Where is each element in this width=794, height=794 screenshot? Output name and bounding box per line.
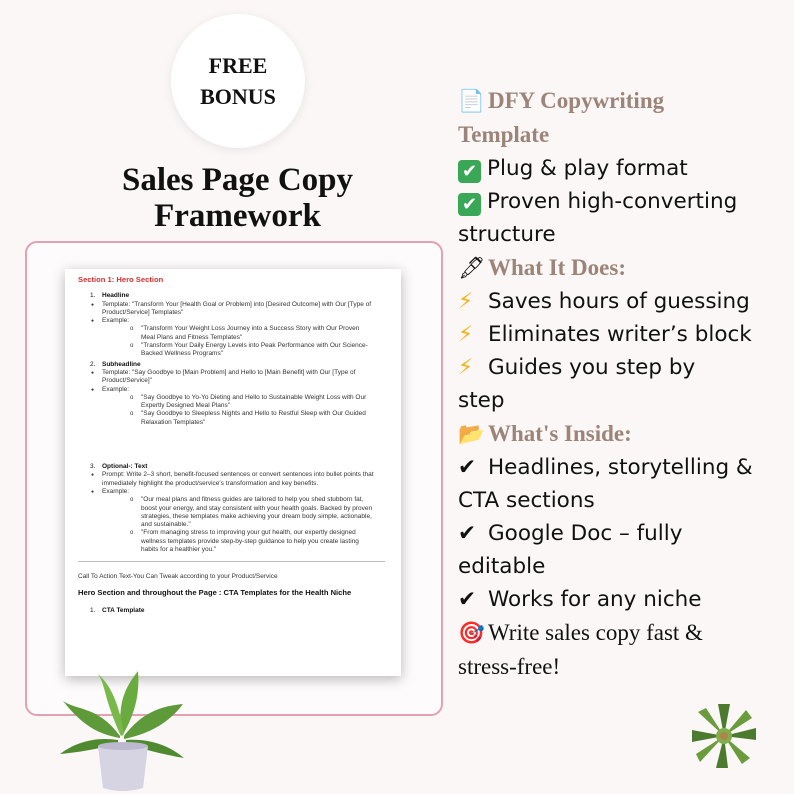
feature-text: What's Inside: bbox=[488, 421, 632, 446]
folder-icon: 📂 bbox=[458, 422, 485, 447]
target-icon: 🎯 bbox=[458, 621, 485, 646]
doc-cta-item: 1. CTA Template bbox=[90, 606, 145, 614]
feature-line bbox=[458, 583, 778, 616]
feature-text: What It Does: bbox=[488, 255, 626, 280]
doc-cta-intro: Call To Action Text-You Can Tweak according to your Product/Service bbox=[78, 573, 278, 581]
product-title bbox=[60, 162, 415, 234]
doc-bullet: ● Template: "Transform Your [Health Goal or Problem] into [Desired Outcome] with Our [Type of Product/Service] Templates" bbox=[78, 301, 391, 318]
feature-text: Guides you step by bbox=[488, 355, 696, 380]
doc-sub-bullet: o "Transform Your Daily Energy Levels into Peak Performance with Our Science-Backed Wellness Programs" bbox=[78, 342, 391, 359]
checkmark-icon: ✔ bbox=[458, 587, 477, 612]
doc-bullet: ● Example: bbox=[78, 317, 391, 325]
doc-sub-bullet: o "From managing stress to improving your gut health, our expertly designed wellness templates provide step-by-step guidance to help you create lasting habits for a healthier you." bbox=[78, 529, 391, 554]
feature-line bbox=[458, 517, 778, 550]
feature-line bbox=[458, 84, 778, 118]
document-preview bbox=[65, 269, 401, 676]
title-line-1: Sales Page Copy bbox=[122, 162, 353, 198]
feature-list bbox=[458, 84, 778, 684]
doc-heading-optional: 3. Optional-: Text bbox=[90, 463, 148, 471]
doc-sub-bullet: o "Say Goodbye to Yo-Yo Dieting and Hello to Sustainable Weight Loss with Our Expertly Designed Meal Plans" bbox=[78, 394, 391, 411]
feature-line bbox=[458, 384, 778, 417]
feature-line bbox=[458, 152, 778, 185]
feature-text: Eliminates writer’s block bbox=[488, 322, 752, 347]
feature-line bbox=[458, 218, 778, 251]
doc-heading-headline: 1. Headline bbox=[90, 292, 130, 300]
document-icon: 📄 bbox=[458, 89, 485, 114]
checkmark-icon: ✔ bbox=[458, 521, 477, 546]
feature-line bbox=[458, 484, 778, 517]
feature-text: Template bbox=[458, 122, 550, 147]
doc-sub-bullet: o "Our meal plans and fitness guides are tailored to help you shed stubborn fat, boost your energy, and stay consistent with your health goals. Backed by proven strategies, these templates make achieving your dream body simple, actionable, and sustainable." bbox=[78, 496, 391, 529]
doc-heading-subheadline: 2. Subheadline bbox=[90, 360, 141, 368]
feature-text: editable bbox=[458, 554, 546, 579]
feature-line bbox=[458, 550, 778, 583]
title-line-2: Framework bbox=[154, 198, 321, 234]
feature-line bbox=[458, 118, 778, 152]
feature-line bbox=[458, 616, 778, 650]
succulent-image bbox=[688, 700, 760, 772]
lightning-icon: ⚡ bbox=[458, 289, 474, 314]
free-bonus-badge bbox=[171, 14, 305, 148]
feature-line bbox=[458, 451, 778, 484]
feature-text: Works for any niche bbox=[488, 587, 702, 612]
feature-text: Saves hours of guessing bbox=[488, 289, 750, 314]
feature-line bbox=[458, 650, 778, 684]
feature-line bbox=[458, 417, 778, 451]
doc-bullet: ● Example: bbox=[78, 386, 391, 394]
feature-text: DFY Copywriting bbox=[488, 88, 665, 113]
feature-text: stress-free! bbox=[458, 654, 561, 679]
feature-line bbox=[458, 285, 778, 318]
doc-cta-heading: Hero Section and throughout the Page : CTA Templates for the Health Niche bbox=[78, 587, 352, 597]
feature-text: Headlines, storytelling & bbox=[488, 455, 753, 480]
doc-bullet: ● Template: "Say Goodbye to [Main Problem] and Hello to [Main Benefit] with Our [Type of Product/Service]" bbox=[78, 369, 391, 386]
feature-text: step bbox=[458, 388, 505, 413]
doc-bullet: ● Prompt: Write 2–3 short, benefit-focused sentences or convert sentences into bullet points that immediately highlight the product/service's transformation and key benefits. bbox=[78, 471, 391, 488]
lightning-icon: ⚡ bbox=[458, 355, 474, 380]
feature-line bbox=[458, 318, 778, 351]
badge-line-2: BONUS bbox=[200, 84, 276, 109]
doc-section-title: Section 1: Hero Section bbox=[78, 275, 164, 284]
feature-line bbox=[458, 251, 778, 285]
pen-icon: 🖋 bbox=[458, 256, 486, 281]
potted-plant-image bbox=[58, 666, 188, 794]
feature-text: Write sales copy fast & bbox=[488, 620, 703, 645]
green-check-icon: ✔ bbox=[458, 193, 481, 216]
badge-line-1: FREE bbox=[208, 53, 268, 78]
feature-text: Plug & play format bbox=[487, 156, 688, 181]
feature-text: CTA sections bbox=[458, 488, 595, 513]
feature-text: Google Doc – fully bbox=[488, 521, 683, 546]
doc-bullet: ● Example: bbox=[78, 488, 391, 496]
doc-divider bbox=[78, 561, 385, 562]
feature-text: Proven high-converting bbox=[487, 189, 738, 214]
checkmark-icon: ✔ bbox=[458, 455, 477, 480]
feature-line bbox=[458, 185, 778, 218]
lightning-icon: ⚡ bbox=[458, 322, 474, 347]
green-check-icon: ✔ bbox=[458, 160, 481, 183]
doc-sub-bullet: o "Say Goodbye to Sleepless Nights and Hello to Restful Sleep with Our Guided Relaxation Templates" bbox=[78, 410, 391, 427]
feature-line bbox=[458, 351, 778, 384]
doc-sub-bullet: o "Transform Your Weight Loss Journey into a Success Story with Our Proven Meal Plans and Fitness Templates" bbox=[78, 325, 391, 342]
feature-text: structure bbox=[458, 222, 556, 247]
